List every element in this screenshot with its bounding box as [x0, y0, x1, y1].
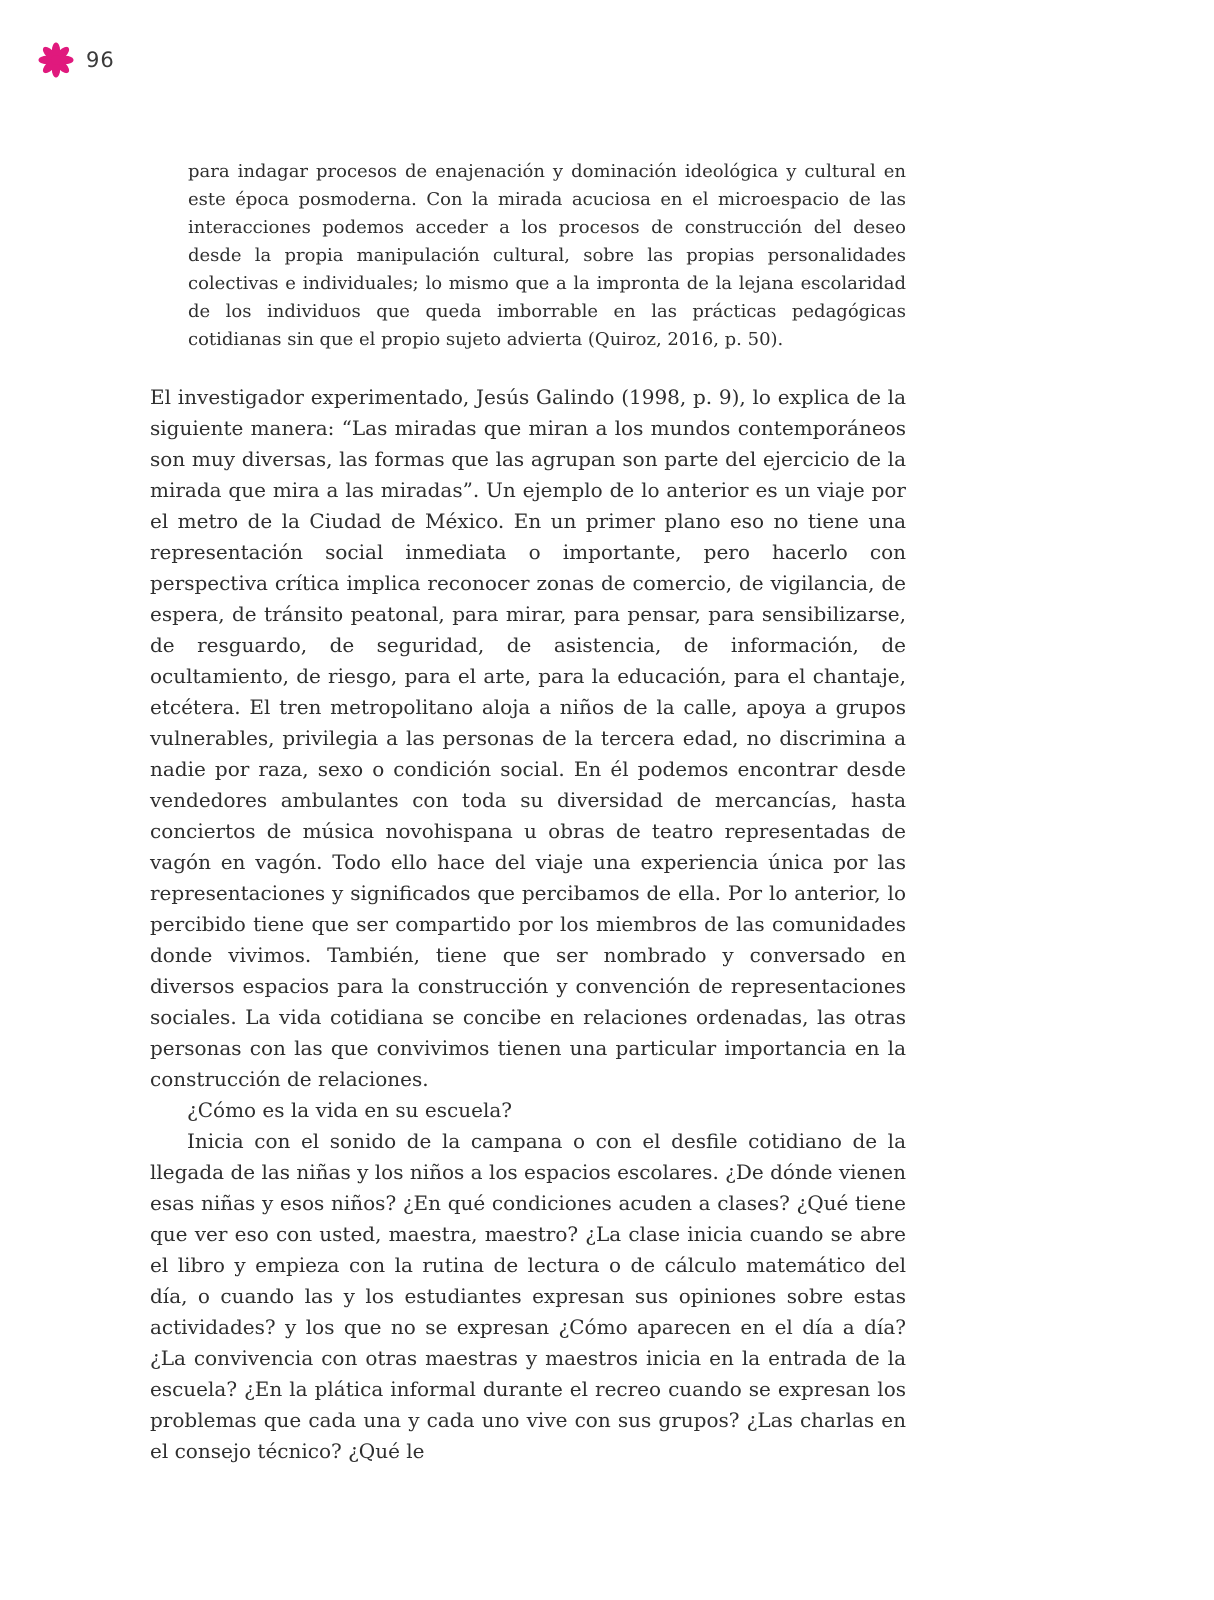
paragraph: Inicia con el sonido de la campana o con el desfile cotidiano de la llegada de las niñas y los niños a los espacios escolares. ¿De dónde vienen esas niñas y esos niños? ¿En qué condiciones acuden a clases? ¿Qué tiene que ver eso con usted, maestra, maestro? ¿La clase inicia cuando se abre el libro y empieza con la rutina de lectura o de cálculo matemático del día, o cuando las y los estudiantes expresan sus opiniones sobre estas actividades? y los que no se expresan ¿Cómo aparecen en el día a día? ¿La convivencia con otras maestras y maestros inicia en la entrada de la escuela? ¿En la plática informal durante el recreo cuando se expresan los problemas que cada una y cada uno vive con sus grupos? ¿Las charlas en el consejo técnico? ¿Qué le	[150, 1129, 906, 1463]
block-quote: para indagar procesos de enajenación y dominación ideológica y cultural en este época posmoderna. Con la mirada acuciosa en el microespacio de las interacciones podemos acceder a los procesos de construcción del deseo desde la propia manipulación cultural, sobre las propias personalidades colectivas e individuales; lo mismo que a la impronta de la lejana escolaridad de los individuos que queda imborrable en las prácticas pedagógicas cotidianas sin que el propio sujeto advierta (Quiroz, 2016, p. 50).	[188, 161, 906, 350]
page-header	[38, 42, 115, 78]
page-number: 96	[86, 48, 115, 72]
asterisk-icon	[38, 42, 74, 78]
paragraph: El investigador experimentado, Jesús Galindo (1998, p. 9), lo explica de la siguiente manera: “Las miradas que miran a los mundos contemporáneos son muy diversas, las formas que las agrupan son parte del ejercicio de la mirada que mira a las miradas”. Un ejemplo de lo anterior es un viaje por el metro de la Ciudad de México. En un primer plano eso no tiene una representación social inmediata o importante, pero hacerlo con perspectiva crítica implica reconocer zonas de comercio, de vigilancia, de espera, de tránsito peatonal, para mirar, para pensar, para sensibilizarse, de resguardo, de seguridad, de asistencia, de información, de ocultamiento, de riesgo, para el arte, para la educación, para el chantaje, etcétera. El tren metropolitano aloja a niños de la calle, apoya a grupos vulnerables, privilegia a las personas de la tercera edad, no discrimina a nadie por raza, sexo o condición social. En él podemos encontrar desde vendedores ambulantes con toda su diversidad de mercancías, hasta conciertos de música novohispana u obras de teatro representadas de vagón en vagón. Todo ello hace del viaje una experiencia única por las representaciones y significados que percibamos de ella. Por lo anterior, lo percibido tiene que ser compartido por los miembros de las comunidades donde vivimos. También, tiene que ser nombrado y conversado en diversos espacios para la construcción y convención de representaciones sociales. La vida cotidiana se concibe en relaciones ordenadas, las otras personas con las que convivimos tienen una particular importancia en la construcción de relaciones.	[150, 385, 906, 1091]
paragraph-question: ¿Cómo es la vida en su escuela?	[187, 1098, 512, 1122]
body-text	[150, 382, 906, 1467]
